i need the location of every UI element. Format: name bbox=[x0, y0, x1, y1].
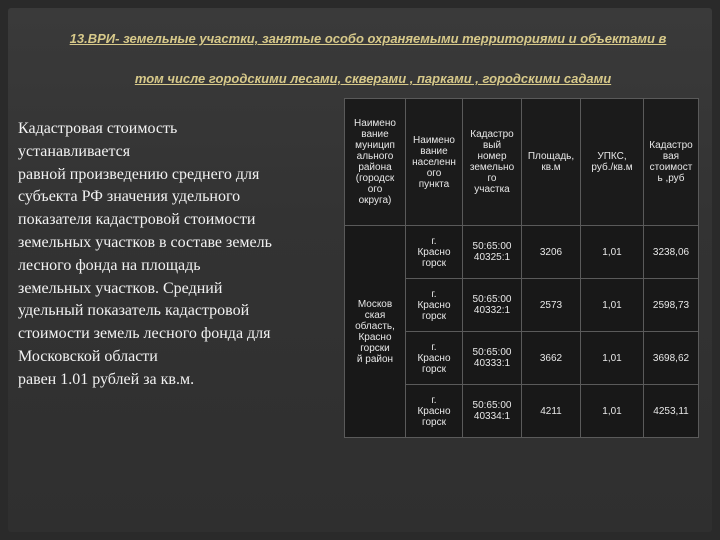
cell-upks: 1,01 bbox=[581, 332, 644, 385]
header-upks: УПКС, руб./кв.м bbox=[581, 99, 644, 226]
body-line: удельный показатель кадастровой bbox=[18, 302, 250, 320]
header-cadastral-number: Кадастро вый номер земельно го участка bbox=[463, 99, 522, 226]
cell-cadastral-value: 2598,73 bbox=[644, 279, 699, 332]
body-line: субъекта РФ значения удельного bbox=[18, 188, 241, 206]
body-line: устанавливается bbox=[18, 142, 131, 160]
cell-cadastral-number: 50:65:00 40333:1 bbox=[463, 332, 522, 385]
header-municipality: Наимено вание муницип ального района (городск ого округа) bbox=[345, 99, 406, 226]
cell-upks: 1,01 bbox=[581, 226, 644, 279]
body-line: равной произведению среднего для bbox=[18, 165, 260, 183]
table-row bbox=[345, 226, 699, 279]
header-cadastral-value: Кадастро вая стоимост ь ,руб bbox=[644, 99, 699, 226]
cell-cadastral-value: 3698,62 bbox=[644, 332, 699, 385]
header-settlement: Наимено вание населенн ого пункта bbox=[406, 99, 463, 226]
cell-area: 3206 bbox=[522, 226, 581, 279]
body-line: лесного фонда на площадь bbox=[18, 256, 201, 274]
cell-settlement: г. Красно горск bbox=[406, 226, 463, 279]
cell-upks: 1,01 bbox=[581, 279, 644, 332]
body-line: Московской области bbox=[18, 347, 158, 365]
cell-cadastral-number: 50:65:00 40334:1 bbox=[463, 385, 522, 438]
cell-area: 4211 bbox=[522, 385, 581, 438]
body-line: стоимости земель лесного фонда для bbox=[18, 325, 271, 343]
cell-municipality: Москов ская область, Красно горски й район bbox=[345, 226, 406, 438]
cell-area: 3662 bbox=[522, 332, 581, 385]
header-area: Площадь, кв.м bbox=[522, 99, 581, 226]
cell-settlement: г. Красно горск bbox=[406, 279, 463, 332]
cell-cadastral-number: 50:65:00 40325:1 bbox=[463, 226, 522, 279]
cell-settlement: г. Красно горск bbox=[406, 385, 463, 438]
cell-upks: 1,01 bbox=[581, 385, 644, 438]
body-line: земельных участков. Средний bbox=[18, 279, 223, 297]
body-line: равен 1.01 рублей за кв.м. bbox=[18, 370, 195, 388]
table-header-row bbox=[345, 99, 699, 226]
slide-title-line-1: 13.ВРИ- земельные участки, занятые особо охраняемыми территориями и объектами в bbox=[69, 31, 667, 46]
cell-settlement: г. Красно горск bbox=[406, 332, 463, 385]
slide-title-line-2: том числе городскими лесами, скверами , парками , городскими садами bbox=[134, 71, 612, 86]
cell-cadastral-number: 50:65:00 40332:1 bbox=[463, 279, 522, 332]
body-paragraph bbox=[18, 118, 343, 392]
slide-title bbox=[48, 32, 698, 85]
cell-cadastral-value: 3238,06 bbox=[644, 226, 699, 279]
body-line: Кадастровая стоимость bbox=[18, 120, 178, 137]
body-line: показателя кадастровой стоимости bbox=[18, 211, 256, 229]
cell-cadastral-value: 4253,11 bbox=[644, 385, 699, 438]
cadastral-table bbox=[344, 98, 699, 438]
body-line: земельных участков в составе земель bbox=[18, 233, 272, 251]
cell-area: 2573 bbox=[522, 279, 581, 332]
